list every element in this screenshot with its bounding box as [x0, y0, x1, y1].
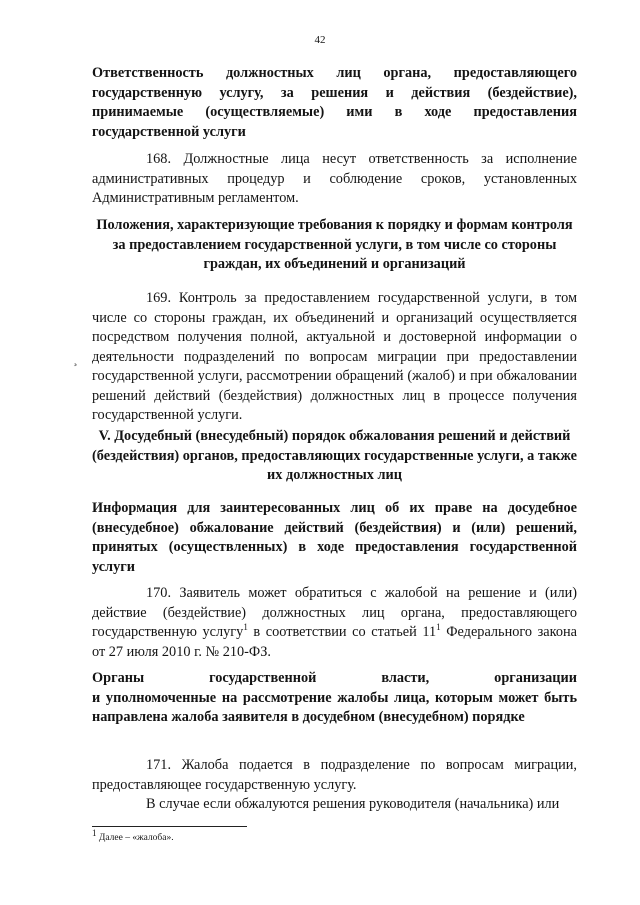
paragraph-171-continued: В случае если обжалуются решения руководителя (начальника) или	[146, 796, 560, 812]
footnote-ref: 1	[243, 622, 248, 633]
article-superscript: 1	[436, 622, 441, 633]
paragraph-170-part-c: Федерального закона от 27 июля 2010 г. № 210-ФЗ.	[92, 624, 577, 660]
paragraph-170	[92, 584, 577, 662]
section-heading-authorities-line1: Органы государственной власти, организации	[92, 670, 577, 686]
footnote	[92, 828, 174, 844]
paragraph-171: 171. Жалоба подается в подразделение по вопросам миграции, предоставляющее государственную услугу.	[92, 757, 577, 793]
paragraph-168: 168. Должностные лица несут ответственность за исполнение административных процедур и соблюдение сроков, установленных Административным регламентом.	[92, 151, 577, 206]
section-heading-responsibility: Ответственность должностных лиц органа, предоставляющего государственную услугу, за решения и действия (бездействие), принимаемые (осуществляемые) ими в ходе предоставления государственной услуги	[92, 65, 577, 140]
chapter-heading-appeal: V. Досудебный (внесудебный) порядок обжалования решений и действий (бездействия) органов, предоставляющих государственные услуги, а также их должностных лиц	[92, 428, 578, 483]
footnote-text: Далее – «жалоба».	[96, 833, 174, 844]
footnote-separator	[92, 826, 247, 827]
section-heading-authorities	[92, 669, 577, 728]
page-number: 42	[314, 34, 326, 46]
section-heading-information: Информация для заинтересованных лиц об их праве на досудебное (внесудебное) обжалование действий (бездействия) и (или) решений, принятых (осуществленных) в ходе предоставления государственной услуги	[92, 500, 577, 575]
footnote-number: 1	[92, 828, 97, 838]
section-heading-authorities-rest: и уполномоченные на рассмотрение жалобы лица, которым может быть направлена жалоба заявителя в досудебном (внесудебном) порядке	[92, 689, 577, 725]
paragraph-170-part-b: в соответствии со статьей 11	[247, 624, 437, 640]
section-heading-control: Положения, характеризующие требования к порядку и формам контроля за предоставлением государственной услуги, в том числе со стороны граждан, их объединений и организаций	[96, 217, 573, 272]
margin-mark: ¸	[73, 352, 78, 367]
paragraph-169: 169. Контроль за предоставлением государственной услуги, в том числе со стороны граждан, их объединений и организаций осуществляется посредством получения полной, актуальной и достоверной информации о деятельности подразделений по вопросам миграции при предоставлении государственной услуги, рассмотрении обращений (жалоб) и при обжаловании решений действий (бездействия) должностных лиц в процессе получения государственной услуги.	[92, 290, 577, 423]
paragraph-170-part-a: 170. Заявитель может обратиться с жалобой на решение и (или) действие (бездействие) должностных лиц органа, предоставляющего государственную услугу	[92, 585, 577, 640]
